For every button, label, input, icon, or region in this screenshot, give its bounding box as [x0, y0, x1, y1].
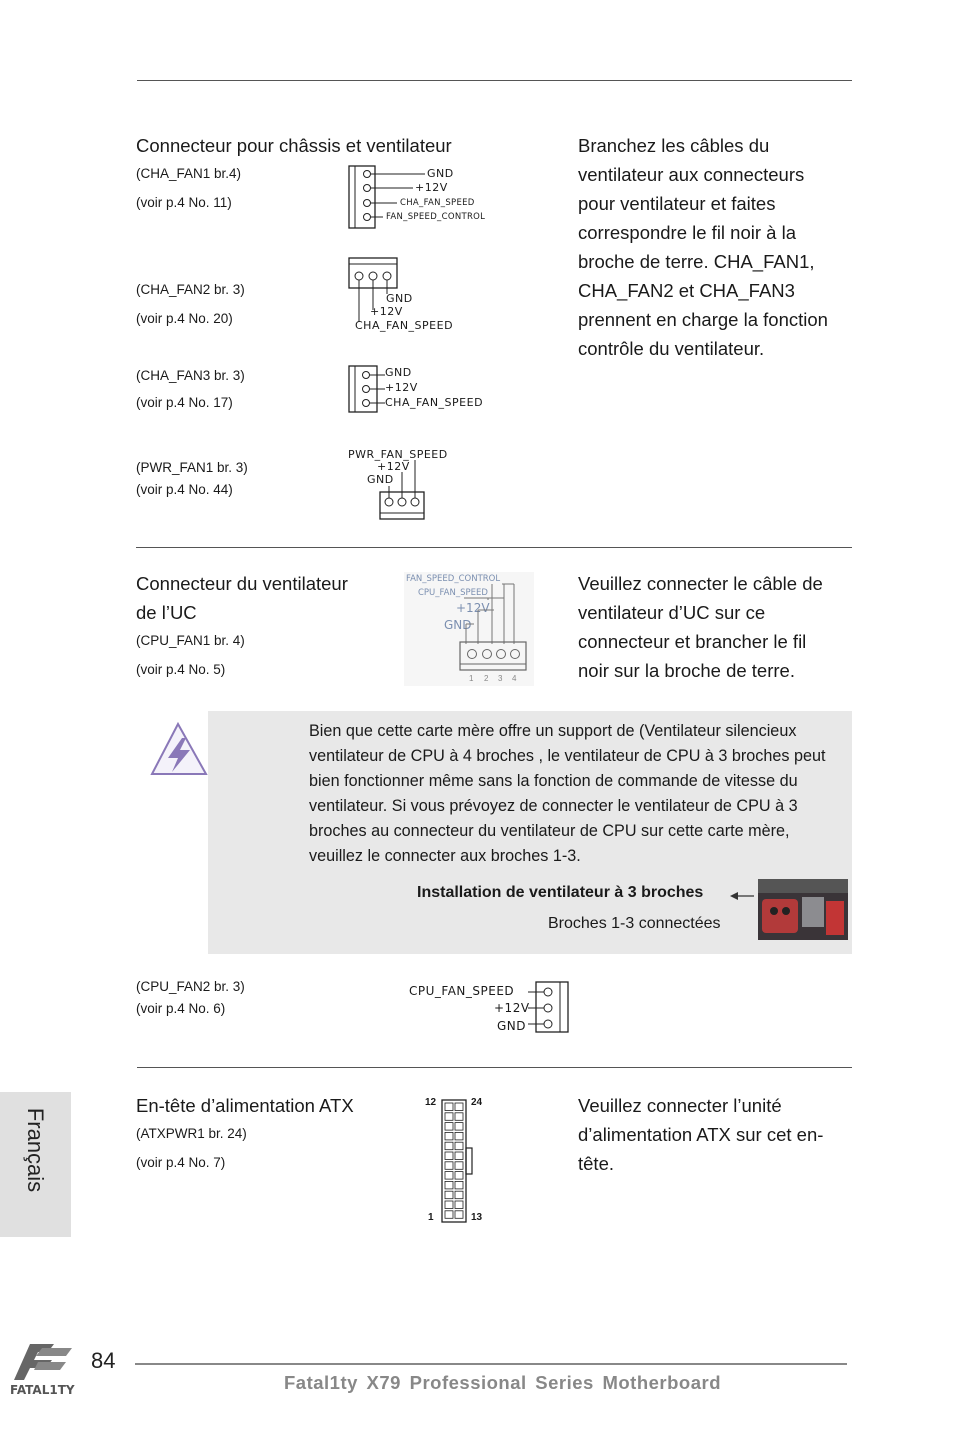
logo-text: FATAL1TY [10, 1383, 75, 1397]
language-side-tab-label: Français [23, 1107, 48, 1193]
note-line: Bien que cette carte mère offre un support de (Ventilateur silencieux [309, 722, 797, 740]
cha-fan2-label: (CHA_FAN2 br. 3) [136, 282, 245, 297]
desc-line: Veuillez connecter l’unité [578, 1095, 782, 1116]
desc-line: broche de terre. CHA_FAN1, [578, 251, 815, 272]
cha-fan1-pin-control: FAN_SPEED_CONTROL [386, 212, 486, 222]
cpu-fan1-diagram [404, 572, 534, 686]
pwr-fan1-ref: (voir p.4 No. 44) [136, 482, 233, 497]
desc-line: ventilateur d’UC sur ce [578, 602, 766, 623]
desc-line: Branchez les câbles du [578, 135, 770, 156]
atx-pin-cell [455, 1172, 463, 1180]
section-divider [136, 547, 852, 548]
cpu-fan-heading [136, 569, 348, 627]
pwr-fan1-pin-speed: PWR_FAN_SPEED [348, 448, 448, 461]
cpu-fan1-label: (CPU_FAN1 br. 4) [136, 633, 245, 648]
install-title: Installation de ventilateur à 3 broches [417, 884, 704, 901]
atx-pin-cell [455, 1123, 463, 1131]
desc-line: contrôle du ventilateur. [578, 338, 765, 359]
footer-rule [135, 1363, 847, 1365]
warning-icon [148, 720, 210, 778]
cpu-fan-heading-line2: de l’UC [136, 602, 197, 623]
cpu-fan2-label: (CPU_FAN2 br. 3) [136, 979, 245, 994]
note-line: veuillez le connecter aux broches 1-3. [309, 847, 581, 865]
cpu-fan1-pin-num-1: 1 [469, 674, 474, 683]
cha-fan1-label: (CHA_FAN1 br.4) [136, 166, 242, 181]
note-line: bien fonctionner même sans la fonction de commande de vitesse du [309, 772, 798, 790]
desc-line: Veuillez connecter le câble de [578, 573, 823, 594]
atx-pin-cell [455, 1162, 463, 1170]
atx-pin-cell [455, 1142, 463, 1150]
cha-fan2-pin-gnd: GND [386, 292, 413, 305]
desc-line: pour ventilateur et faites [578, 193, 776, 214]
cpu-fan1-pin-num-3: 3 [498, 674, 503, 683]
note-line: broches au connecteur du ventilateur de CPU sur cette carte mère, [309, 822, 790, 840]
cha-fan2-ref: (voir p.4 No. 20) [136, 311, 233, 326]
chassis-fan-heading: Connecteur pour châssis et ventilateur [136, 135, 452, 156]
atx-pin-cell [455, 1113, 463, 1121]
atx-pin-cell [455, 1103, 463, 1111]
note-line: ventilateur. Si vous prévoyez de connecter le ventilateur de CPU à 3 [309, 797, 798, 815]
note-text [309, 719, 854, 869]
cha-fan3-ref: (voir p.4 No. 17) [136, 395, 233, 410]
atx-pin-cell [445, 1113, 453, 1121]
pwr-fan1-label: (PWR_FAN1 br. 3) [136, 460, 248, 475]
page-number: 84 [91, 1348, 116, 1373]
cpu-fan-heading-line1: Connecteur du ventilateur [136, 573, 348, 594]
cha-fan3-pin-gnd: GND [385, 366, 412, 379]
cpu-fan1-ref: (voir p.4 No. 5) [136, 662, 226, 677]
desc-line: correspondre le fil noir à la [578, 222, 796, 243]
desc-line: noir sur la broche de terre. [578, 660, 795, 681]
atx-connector-diagram [440, 1098, 476, 1224]
desc-line: connecteur et brancher le fil [578, 631, 807, 652]
desc-line: prennent en charge la fonction [578, 309, 828, 330]
cpu-fan1-pin-gnd: GND [444, 618, 472, 632]
cha-fan3-pin-12v: +12V [385, 381, 418, 394]
atx-pin-cell [445, 1172, 453, 1180]
cha-fan2-pin-12v: +12V [370, 305, 403, 318]
atx-pin-cell [445, 1181, 453, 1189]
cpu-fan1-pin-num-4: 4 [512, 674, 517, 683]
atx-pin-1: 1 [428, 1212, 434, 1223]
atx-ref: (voir p.4 No. 7) [136, 1155, 226, 1170]
atx-pin-cell [455, 1201, 463, 1209]
note-line: ventilateur de CPU à 4 broches , le ventilateur de CPU à 3 broches peut [309, 747, 826, 765]
cha-fan3-label: (CHA_FAN3 br. 3) [136, 368, 245, 383]
atx-description [578, 1091, 848, 1178]
chassis-fan-description [578, 131, 848, 363]
atx-pin-cell [445, 1123, 453, 1131]
atx-pin-cell [455, 1191, 463, 1199]
cpu-fan-description [578, 569, 848, 685]
pwr-fan1-pin-gnd: GND [367, 473, 394, 486]
cha-fan1-pin-12v: +12V [415, 181, 448, 194]
desc-line: tête. [578, 1153, 614, 1174]
atx-pin-cell [445, 1132, 453, 1140]
atx-pin-24: 24 [471, 1097, 483, 1108]
cha-fan1-ref: (voir p.4 No. 11) [136, 195, 232, 210]
cpu-fan1-pin-speed: CPU_FAN_SPEED [418, 588, 488, 598]
cha-fan3-pin-speed: CHA_FAN_SPEED [385, 396, 484, 409]
atx-pin-12: 12 [425, 1097, 437, 1108]
cpu-fan2-pin-12v: +12V [494, 1001, 530, 1015]
top-rule [137, 80, 852, 81]
desc-line: d’alimentation ATX sur cet en- [578, 1124, 824, 1145]
fan-installation-photo [758, 879, 848, 940]
atx-pin-cell [455, 1181, 463, 1189]
cpu-fan1-pin-control: FAN_SPEED_CONTROL [406, 574, 501, 584]
desc-line: ventilateur aux connecteurs [578, 164, 805, 185]
cha-fan1-pin-speed: CHA_FAN_SPEED [400, 198, 475, 208]
pwr-fan1-diagram [376, 458, 428, 522]
desc-line: CHA_FAN2 et CHA_FAN3 [578, 280, 795, 301]
atx-pin-13: 13 [471, 1212, 483, 1223]
atx-pin-cell [445, 1201, 453, 1209]
atx-heading: En-tête d’alimentation ATX [136, 1095, 354, 1116]
pwr-fan1-pin-12v: +12V [377, 460, 410, 473]
atx-pin-cell [455, 1211, 463, 1219]
atx-pin-cell [455, 1132, 463, 1140]
atx-label: (ATXPWR1 br. 24) [136, 1126, 247, 1141]
section-divider [137, 1067, 852, 1068]
atx-pin-cell [445, 1162, 453, 1170]
cha-fan1-pin-gnd: GND [427, 167, 454, 180]
cpu-fan2-ref: (voir p.4 No. 6) [136, 1001, 226, 1016]
cpu-fan1-pin-12v: +12V [456, 601, 490, 615]
atx-pin-cell [445, 1103, 453, 1111]
atx-pin-cell [445, 1211, 453, 1219]
cpu-fan2-pin-speed: CPU_FAN_SPEED [409, 984, 515, 998]
atx-pin-cell [445, 1191, 453, 1199]
cha-fan2-pin-speed: CHA_FAN_SPEED [355, 319, 454, 332]
cpu-fan1-pin-num-2: 2 [484, 674, 489, 683]
install-caption: Broches 1-3 connectées [548, 915, 721, 932]
atx-pin-cell [445, 1142, 453, 1150]
atx-pin-cell [455, 1152, 463, 1160]
atx-pin-cell [445, 1152, 453, 1160]
arrow-left-icon [728, 890, 756, 902]
cha-fan3-diagram [345, 362, 390, 414]
fatal1ty-logo [8, 1340, 92, 1400]
cpu-fan2-diagram [526, 978, 572, 1036]
footer-title: Fatal1ty X79 Professional Series Motherboard [284, 1372, 722, 1393]
cpu-fan2-pin-gnd: GND [497, 1019, 527, 1033]
